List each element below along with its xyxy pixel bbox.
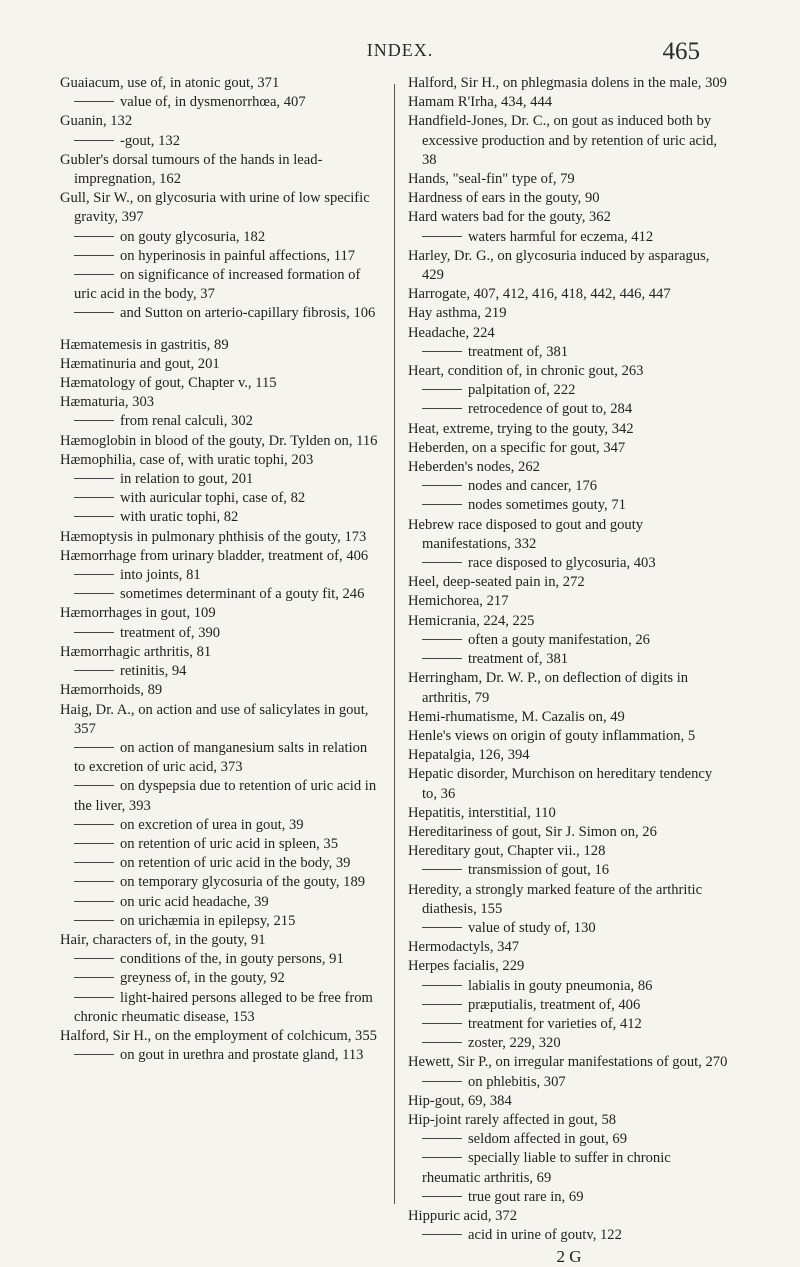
index-entry: Herringham, Dr. W. P., on deflection of digits in arthritis, 79	[408, 670, 689, 706]
index-entry: Heart, condition of, in chronic gout, 263	[408, 363, 644, 380]
index-entry: Hæmorrhage from urinary bladder, treatment of, 406	[60, 547, 369, 564]
right-index-column	[408, 74, 730, 1267]
index-entry: Guaiacum, use of, in atonic gout, 371	[60, 75, 280, 91]
index-subentry: on phlebitis, 307	[408, 1073, 730, 1092]
index-entry: Hæmatology of gout, Chapter v., 115	[60, 375, 277, 392]
index-entry: Hebrew race disposed to gout and gouty manifestations, 332	[408, 516, 644, 552]
index-subentry: on excretion of urea in gout, 39	[60, 816, 382, 835]
index-entry: Gubler's dorsal tumours of the hands in lead-impregnation, 162	[60, 151, 323, 188]
index-subentry: on dyspepsia due to retention of uric acid in the liver, 393	[60, 777, 382, 815]
index-entry: Hermodactyls, 347	[408, 939, 520, 956]
index-subentry: præputialis, treatment of, 406	[408, 996, 730, 1015]
index-entry: Hæmoglobin in blood of the gouty, Dr. Tylden on, 116	[60, 432, 378, 449]
index-subentry: transmission of gout, 16	[408, 861, 730, 880]
index-subentry: -gout, 132	[60, 132, 382, 151]
index-entry: Hæmoptysis in pulmonary phthisis of the gouty, 173	[60, 528, 367, 545]
index-subentry: nodes and cancer, 176	[408, 477, 730, 496]
index-subentry: on gout in urethra and prostate gland, 113	[60, 1046, 382, 1065]
index-subentry: on action of manganesium salts in relation to excretion of uric acid, 373	[60, 739, 382, 777]
index-entry: Hip-joint rarely affected in gout, 58	[408, 1111, 617, 1128]
index-subentry: specially liable to suffer in chronic rheumatic arthritis, 69	[408, 1149, 730, 1187]
index-entry: Hard waters bad for the gouty, 362	[408, 209, 611, 226]
index-subentry: on gouty glycosuria, 182	[60, 228, 382, 247]
index-subentry: value of study of, 130	[408, 919, 730, 938]
index-subentry: on uric acid headache, 39	[60, 893, 382, 912]
index-subentry: light-haired persons alleged to be free from chronic rheumatic disease, 153	[60, 989, 382, 1027]
index-entry: Hemicrania, 224, 225	[408, 612, 535, 629]
index-subentry: race disposed to glycosuria, 403	[408, 554, 730, 573]
index-subentry: treatment of, 381	[408, 650, 730, 669]
index-entry: Herpes facialis, 229	[408, 958, 525, 975]
index-entry: Hæmorrhagic arthritis, 81	[60, 643, 212, 660]
index-subentry: seldom affected in gout, 69	[408, 1130, 730, 1149]
index-entry: Guanin, 132	[60, 113, 133, 130]
index-entry: Hemi-rhumatisme, M. Cazalis on, 49	[408, 708, 625, 725]
index-entry: Hæmatemesis in gastritis, 89	[60, 336, 229, 353]
index-entry: Hip-gout, 69, 384	[408, 1092, 512, 1109]
index-entry: Heredity, a strongly marked feature of the arthritic diathesis, 155	[408, 881, 703, 917]
index-entry: Halford, Sir H., on phlegmasia dolens in the male, 309	[408, 75, 727, 91]
index-subentry: zoster, 229, 320	[408, 1034, 730, 1053]
left-index-column	[60, 74, 382, 1065]
index-entry: Hæmophilia, case of, with uratic tophi, 203	[60, 451, 314, 468]
index-subentry: treatment of, 381	[408, 343, 730, 362]
index-entry: Headache, 224	[408, 324, 495, 341]
column-divider	[394, 84, 395, 1204]
index-subentry: retrocedence of gout to, 284	[408, 400, 730, 419]
index-subentry: on temporary glycosuria of the gouty, 189	[60, 873, 382, 892]
index-entry: Heberden's nodes, 262	[408, 459, 540, 476]
index-subentry: waters harmful for eczema, 412	[408, 228, 730, 247]
index-subentry: conditions of the, in gouty persons, 91	[60, 950, 382, 969]
index-entry: Harley, Dr. G., on glycosuria induced by asparagus, 429	[408, 247, 710, 284]
index-entry: Hemichorea, 217	[408, 593, 509, 610]
index-subentry: value of, in dysmenorrhœa, 407	[60, 93, 382, 112]
index-subentry: in relation to gout, 201	[60, 470, 382, 489]
index-subentry: on retention of uric acid in spleen, 35	[60, 835, 382, 854]
index-subentry: on significance of increased formation of uric acid in the body, 37	[60, 266, 382, 304]
index-subentry: treatment of, 390	[60, 624, 382, 643]
index-entry: Hepatic disorder, Murchison on hereditary tendency to, 36	[408, 766, 713, 802]
index-entry: Hæmaturia, 303	[60, 394, 155, 411]
index-subentry: often a gouty manifestation, 26	[408, 631, 730, 650]
index-entry: Halford, Sir H., on the employment of colchicum, 355	[60, 1027, 377, 1044]
index-subentry: on urichæmia in epilepsy, 215	[60, 912, 382, 931]
index-subentry: into joints, 81	[60, 566, 382, 585]
page-number: 465	[662, 38, 700, 65]
index-subentry: on hyperinosis in painful affections, 117	[60, 247, 382, 266]
index-entry: Hæmorrhoids, 89	[60, 682, 163, 699]
index-entry: Hippuric acid, 372	[408, 1207, 518, 1224]
index-entry: Heel, deep-seated pain in, 272	[408, 574, 585, 591]
index-entry: Hereditariness of gout, Sir J. Simon on, 26	[408, 823, 657, 840]
index-entry: Hair, characters of, in the gouty, 91	[60, 931, 266, 948]
index-entry: Hepatalgia, 126, 394	[408, 747, 530, 764]
page-title: INDEX.	[366, 40, 434, 60]
index-subentry: with auricular tophi, case of, 82	[60, 489, 382, 508]
index-entry: Handfield-Jones, Dr. C., on gout as induced both by excessive production and by retention of uric acid, 38	[408, 113, 718, 168]
index-subentry: nodes sometimes gouty, 71	[408, 496, 730, 515]
index-entry: Hay asthma, 219	[408, 305, 507, 322]
index-entry: Hepatitis, interstitial, 110	[408, 804, 556, 821]
index-subentry: and Sutton on arterio-capillary fibrosis, 106	[60, 304, 382, 323]
index-subentry: with uratic tophi, 82	[60, 508, 382, 527]
index-entry: Hereditary gout, Chapter vii., 128	[408, 843, 606, 860]
index-subentry: true gout rare in, 69	[408, 1188, 730, 1207]
signature-mark: 2 G	[556, 1247, 582, 1267]
index-subentry: palpitation of, 222	[408, 381, 730, 400]
index-entry: Hamam R'Irha, 434, 444	[408, 94, 553, 111]
index-entry: Hæmatinuria and gout, 201	[60, 355, 220, 372]
index-subentry: retinitis, 94	[60, 662, 382, 681]
index-subentry: treatment for varieties of, 412	[408, 1015, 730, 1034]
index-entry: Hands, "seal-fin" type of, 79	[408, 171, 575, 188]
index-entry: Hardness of ears in the gouty, 90	[408, 190, 600, 207]
index-entry: Harrogate, 407, 412, 416, 418, 442, 446, 447	[408, 286, 671, 303]
index-entry: Heat, extreme, trying to the gouty, 342	[408, 420, 634, 437]
index-entry: Haig, Dr. A., on action and use of salicylates in gout, 357	[60, 701, 369, 737]
index-subentry: greyness of, in the gouty, 92	[60, 969, 382, 988]
index-entry: Hewett, Sir P., on irregular manifestations of gout, 270	[408, 1054, 728, 1071]
index-entry: Henle's views on origin of gouty inflammation, 5	[408, 727, 696, 744]
page-header	[0, 38, 800, 78]
index-entry: Hæmorrhages in gout, 109	[60, 605, 216, 622]
index-subentry: on retention of uric acid in the body, 39	[60, 854, 382, 873]
index-subentry: labialis in gouty pneumonia, 86	[408, 977, 730, 996]
index-subentry: sometimes determinant of a gouty fit, 246	[60, 585, 382, 604]
index-subentry: acid in urine of goutv, 122	[408, 1226, 730, 1245]
index-entry: Heberden, on a specific for gout, 347	[408, 439, 626, 456]
index-entry: Gull, Sir W., on glycosuria with urine of low specific gravity, 397	[60, 190, 370, 226]
index-subentry: from renal calculi, 302	[60, 412, 382, 431]
